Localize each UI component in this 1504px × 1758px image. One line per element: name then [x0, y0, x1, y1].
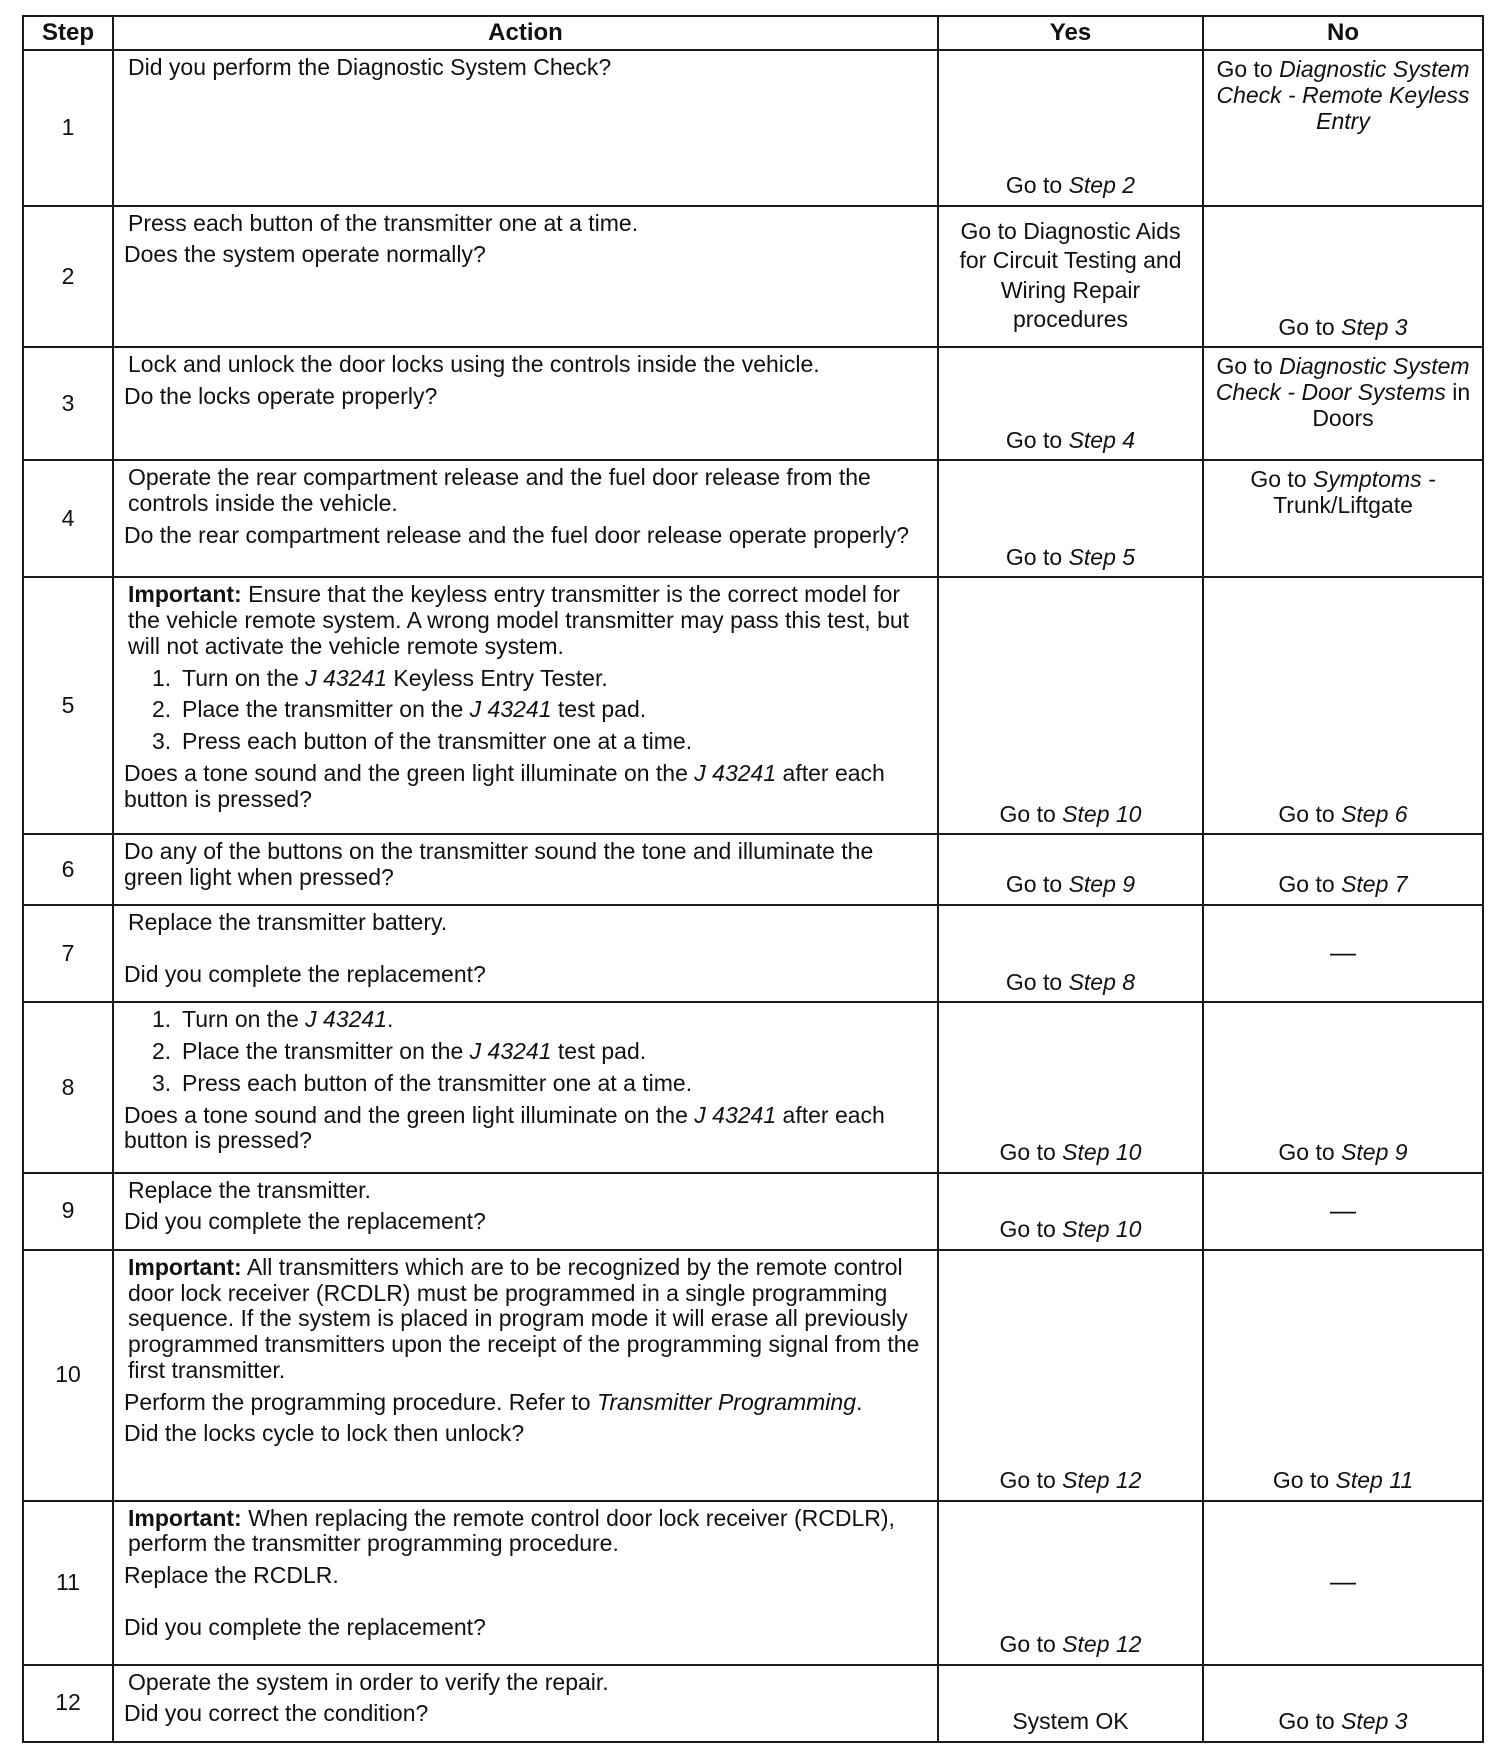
no-cell: Go to Step 11: [1203, 1250, 1483, 1501]
list-item: 3. Press each button of the transmitter one at a time.: [152, 1069, 693, 1096]
action-text: Replace the transmitter battery.: [128, 908, 448, 935]
list-item: 1. Turn on the J 43241 Keyless Entry Tester.: [152, 664, 608, 691]
no-cell: Go to Step 3: [1203, 1665, 1483, 1742]
important-note: Important: Ensure that the keyless entry transmitter is the correct model for the vehicle remote system. A wrong model transmitter may pass this test, but will not activate the vehicle remote system.: [128, 581, 910, 659]
action-cell: [113, 1173, 938, 1250]
action-cell: [113, 206, 938, 348]
action-cell: [113, 1665, 938, 1742]
step-number: 6: [23, 834, 113, 905]
yes-cell: Go to Step 10: [938, 1173, 1203, 1250]
steps-list: [124, 1007, 929, 1096]
action-text: Operate the system in order to verify the repair.: [128, 1668, 609, 1695]
table-row: [23, 1173, 1483, 1250]
yes-cell: Go to Step 10: [938, 577, 1203, 834]
action-cell: [113, 347, 938, 460]
no-cell: Go to Symptoms - Trunk/Liftgate: [1203, 460, 1483, 577]
table-row: [23, 905, 1483, 1003]
action-text: Perform the programming procedure. Refer to Transmitter Programming.: [124, 1388, 863, 1415]
yes-cell: Go to Step 8: [938, 905, 1203, 1003]
step-number: 8: [23, 1002, 113, 1172]
action-cell: [113, 50, 938, 206]
no-cell: Go to Diagnostic System Check - Door Systems in Doors: [1203, 347, 1483, 460]
yes-cell: Go to Step 4: [938, 347, 1203, 460]
action-cell: [113, 1501, 938, 1665]
question: Did you perform the Diagnostic System Check?: [128, 54, 612, 80]
action-text: Operate the rear compartment release and the fuel door release from the controls inside the vehicle.: [128, 464, 871, 517]
yes-cell: Go to Step 10: [938, 1002, 1203, 1172]
important-note: Important: All transmitters which are to be recognized by the remote control door lock receiver (RCDLR) must be programmed in a single programming sequence. If the system is placed in program mode it will erase all previously programmed transmitters upon the receipt of the programming signal from the first transmitter.: [128, 1253, 920, 1383]
no-cell: —: [1203, 1173, 1483, 1250]
yes-cell: Go to Step 9: [938, 834, 1203, 905]
yes-cell: Go to Step 2: [938, 50, 1203, 206]
step-number: 1: [23, 50, 113, 206]
table-row: [23, 206, 1483, 348]
list-item: 2. Place the transmitter on the J 43241 test pad.: [152, 696, 647, 723]
table-row: [23, 1501, 1483, 1665]
question: Does a tone sound and the green light illuminate on the J 43241 after each button is pressed?: [124, 1101, 885, 1154]
action-text: Replace the RCDLR.: [124, 1562, 339, 1589]
table-row: [23, 1002, 1483, 1172]
question: Did you complete the replacement?: [124, 1613, 486, 1640]
yes-cell: Go to Step 12: [938, 1250, 1203, 1501]
yes-cell: System OK: [938, 1665, 1203, 1742]
step-number: 2: [23, 206, 113, 348]
table-row: [23, 1665, 1483, 1742]
important-note: Important: When replacing the remote control door lock receiver (RCDLR), perform the transmitter programming procedure.: [128, 1504, 895, 1557]
question: Does a tone sound and the green light illuminate on the J 43241 after each button is pressed?: [124, 759, 885, 812]
diagnostic-table: [22, 15, 1484, 1743]
table-row: [23, 577, 1483, 834]
step-number: 3: [23, 347, 113, 460]
header-no: No: [1203, 16, 1483, 50]
table-row: [23, 347, 1483, 460]
no-cell: Go to Diagnostic System Check - Remote Keyless Entry: [1203, 50, 1483, 206]
step-number: 11: [23, 1501, 113, 1665]
action-text: Replace the transmitter.: [128, 1176, 371, 1203]
yes-cell: Go to Diagnostic Aids for Circuit Testing and Wiring Repair procedures: [938, 206, 1203, 348]
steps-list: [124, 666, 929, 755]
no-cell: —: [1203, 905, 1483, 1003]
table-row: [23, 50, 1483, 206]
table-row: [23, 834, 1483, 905]
step-number: 10: [23, 1250, 113, 1501]
no-cell: Go to Step 6: [1203, 577, 1483, 834]
no-cell: Go to Step 9: [1203, 1002, 1483, 1172]
action-cell: [113, 577, 938, 834]
list-item: 2. Place the transmitter on the J 43241 test pad.: [152, 1038, 647, 1065]
question: Did you complete the replacement?: [124, 1208, 486, 1235]
question: Do the locks operate properly?: [124, 383, 438, 410]
step-number: 12: [23, 1665, 113, 1742]
action-cell: [113, 905, 938, 1003]
no-cell: Go to Step 3: [1203, 206, 1483, 348]
action-cell: [113, 1002, 938, 1172]
table-row: [23, 1250, 1483, 1501]
no-cell: Go to Step 7: [1203, 834, 1483, 905]
yes-cell: Go to Step 12: [938, 1501, 1203, 1665]
header-action: Action: [113, 16, 938, 50]
no-cell: —: [1203, 1501, 1483, 1665]
action-text: Lock and unlock the door locks using the controls inside the vehicle.: [128, 351, 820, 378]
question: Does the system operate normally?: [124, 241, 486, 268]
question: Did the locks cycle to lock then unlock?: [124, 1420, 525, 1447]
question: Do the rear compartment release and the fuel door release operate properly?: [124, 521, 910, 548]
list-item: 1. Turn on the J 43241.: [152, 1006, 394, 1033]
question: Do any of the buttons on the transmitter sound the tone and illuminate the green light when pressed?: [124, 838, 874, 891]
step-number: 9: [23, 1173, 113, 1250]
question: Did you complete the replacement?: [124, 960, 486, 987]
action-cell: [113, 1250, 938, 1501]
step-number: 4: [23, 460, 113, 577]
table-row: [23, 460, 1483, 577]
question: Did you correct the condition?: [124, 1700, 429, 1727]
action-text: Press each button of the transmitter one at a time.: [128, 209, 639, 236]
header-row: [23, 16, 1483, 50]
header-yes: Yes: [938, 16, 1203, 50]
yes-cell: Go to Step 5: [938, 460, 1203, 577]
header-step: Step: [23, 16, 113, 50]
action-cell: [113, 834, 938, 905]
step-number: 5: [23, 577, 113, 834]
step-number: 7: [23, 905, 113, 1003]
action-cell: [113, 460, 938, 577]
list-item: 3. Press each button of the transmitter one at a time.: [152, 728, 693, 755]
